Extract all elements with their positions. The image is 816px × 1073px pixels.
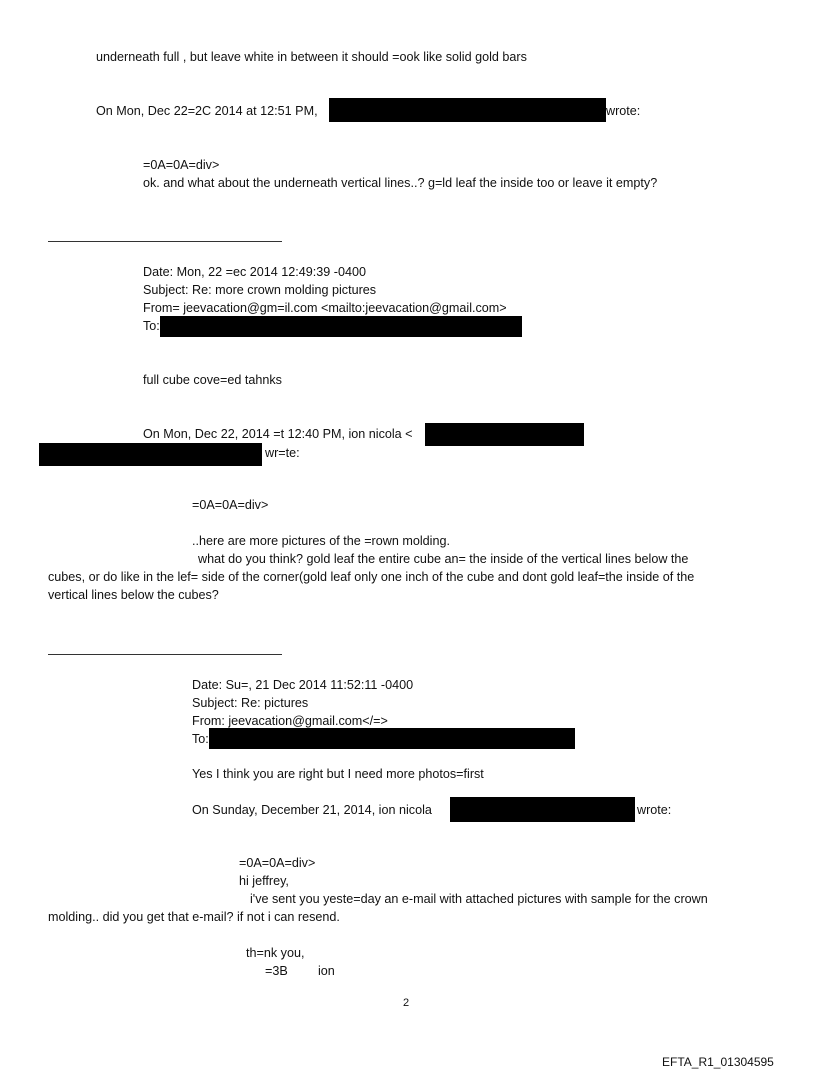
- reply-header-wrote: wr=te:: [265, 446, 300, 460]
- email-header-date: Date: Mon, 22 =ec 2014 12:49:39 -0400: [143, 265, 367, 279]
- redaction-bar: [329, 98, 606, 122]
- redaction-bar: [209, 728, 575, 749]
- email-header-to: To:: [192, 732, 209, 746]
- reply-header-wrote: wrote:: [637, 803, 672, 817]
- email-header-from: From: jeevacation@gmail.com</=>: [192, 714, 388, 728]
- body-line: hi jeffrey,: [239, 874, 289, 888]
- body-line: ..here are more pictures of the =rown molding.: [192, 534, 450, 548]
- body-line: i've sent you yeste=day an e-mail with attached pictures with sample for the crown: [250, 892, 708, 906]
- body-line: molding.. did you get that e-mail? if not i can resend.: [48, 910, 340, 924]
- body-line: =0A=0A=div>: [239, 856, 316, 870]
- reply-header-line: On Sunday, December 21, 2014, ion nicola: [192, 803, 432, 817]
- body-line: =0A=0A=div>: [143, 158, 220, 172]
- separator-line: [48, 654, 282, 655]
- email-header-to: To:: [143, 319, 160, 333]
- redaction-bar: [450, 797, 635, 822]
- body-line: =0A=0A=div>: [192, 498, 269, 512]
- redaction-bar: [160, 316, 522, 337]
- redaction-bar: [425, 423, 584, 446]
- footer-document-id: EFTA_R1_01304595: [662, 1055, 774, 1069]
- body-line: cubes, or do like in the lef= side of the corner(gold leaf only one inch of the cube and dont gold leaf=the inside of the: [48, 570, 695, 584]
- email-header-subject: Subject: Re: pictures: [192, 696, 309, 710]
- body-line: =3B: [265, 964, 288, 978]
- redaction-bar: [39, 443, 262, 466]
- body-line: Yes I think you are right but I need more photos=first: [192, 767, 484, 781]
- email-header-from: From= jeevacation@gm=il.com <mailto:jeevacation@gmail.com>: [143, 301, 507, 315]
- body-line: ok. and what about the underneath vertical lines..? g=ld leaf the inside too or leave it empty?: [143, 176, 658, 190]
- reply-header-line: On Mon, Dec 22=2C 2014 at 12:51 PM,: [96, 104, 318, 118]
- separator-line: [48, 241, 282, 242]
- body-line: what do you think? gold leaf the entire cube an= the inside of the vertical lines below the: [198, 552, 689, 566]
- page-number: 2: [403, 997, 410, 1009]
- body-line: vertical lines below the cubes?: [48, 588, 219, 602]
- body-line: underneath full , but leave white in between it should =ook like solid gold bars: [96, 50, 527, 64]
- body-line: th=nk you,: [246, 946, 305, 960]
- email-header-date: Date: Su=, 21 Dec 2014 11:52:11 -0400: [192, 678, 414, 692]
- reply-header-wrote: wrote:: [606, 104, 641, 118]
- reply-header-line: On Mon, Dec 22, 2014 =t 12:40 PM, ion nicola <: [143, 427, 413, 441]
- email-header-subject: Subject: Re: more crown molding pictures: [143, 283, 377, 297]
- body-line: ion: [318, 964, 335, 978]
- body-line: full cube cove=ed tahnks: [143, 373, 282, 387]
